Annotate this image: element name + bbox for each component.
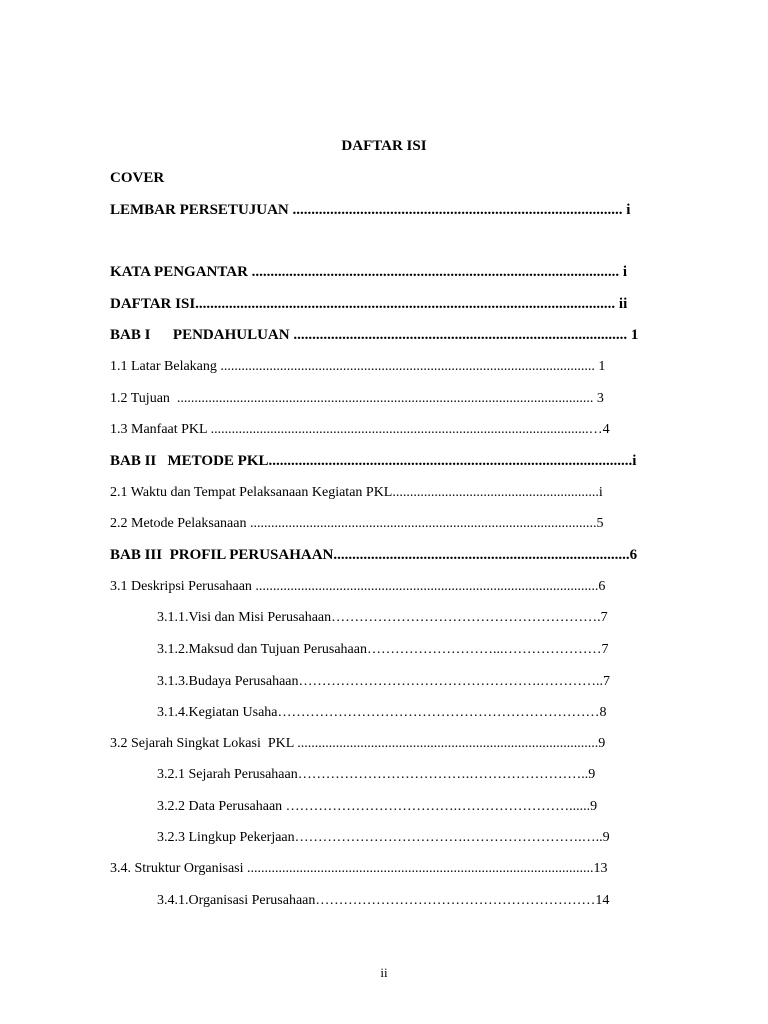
toc-entry-3-2-1: 3.2.1 Sejarah Perusahaan……………………………….……………………..9 — [157, 767, 596, 782]
toc-entry-3-4: 3.4. Struktur Organisasi ...................................................................................................13 — [110, 861, 608, 876]
toc-entry-1-2: 1.2 Tujuan ....................................................................................................................... 3 — [110, 391, 604, 406]
toc-entry-3-4-1: 3.4.1.Organisasi Perusahaan……………………………………………………14 — [157, 893, 610, 908]
toc-entry-2-2: 2.2 Metode Pelaksanaan ...................................................................................................5 — [110, 516, 604, 531]
toc-entry-bab-1: BAB I PENDAHULUAN ......................................................................................... 1 — [110, 327, 639, 343]
toc-entry-1-1: 1.1 Latar Belakang ........................................................................................................... 1 — [110, 359, 606, 374]
toc-entry-3-2-2: 3.2.2 Data Perusahaan ……………………………….……………………......9 — [157, 799, 598, 814]
toc-entry-lembar-persetujuan: LEMBAR PERSETUJUAN ........................................................................................ i — [110, 202, 631, 218]
toc-entry-3-1-2: 3.1.2.Maksud dan Tujuan Perusahaan………………………...…………………7 — [157, 642, 609, 657]
toc-entry-3-1-3: 3.1.3.Budaya Perusahaan…………………………………………….…………..7 — [157, 674, 611, 689]
toc-entry-1-3: 1.3 Manfaat PKL ............................................................................................................…4 — [110, 422, 610, 437]
toc-entry-3-2-3: 3.2.3 Lingkup Pekerjaan……………………………….…………………….…..9 — [157, 830, 610, 845]
toc-entry-3-1-4: 3.1.4.Kegiatan Usaha……………………………………………………………8 — [157, 705, 607, 720]
toc-entry-3-1-1: 3.1.1.Visi dan Misi Perusahaan………………………………………………….7 — [157, 610, 608, 625]
toc-entry-bab-2: BAB II METODE PKL.................................................................................................i — [110, 453, 637, 469]
page-number: ii — [380, 965, 388, 980]
toc-entry-2-1: 2.1 Waktu dan Tempat Pelaksanaan Kegiatan PKL...........................................................i — [110, 485, 603, 500]
toc-entry-bab-3: BAB III PROFIL PERUSAHAAN...............................................................................6 — [110, 547, 638, 563]
toc-entry-cover: COVER — [110, 170, 165, 186]
toc-entry-3-1: 3.1 Deskripsi Perusahaan ..................................................................................................6 — [110, 579, 606, 594]
toc-entry-kata-pengantar: KATA PENGANTAR .................................................................................................. i — [110, 264, 628, 280]
page-title: DAFTAR ISI — [341, 138, 427, 154]
toc-entry-daftar-isi: DAFTAR ISI................................................................................................................ ii — [110, 296, 628, 312]
toc-entry-3-2: 3.2 Sejarah Singkat Lokasi PKL ......................................................................................9 — [110, 736, 606, 751]
